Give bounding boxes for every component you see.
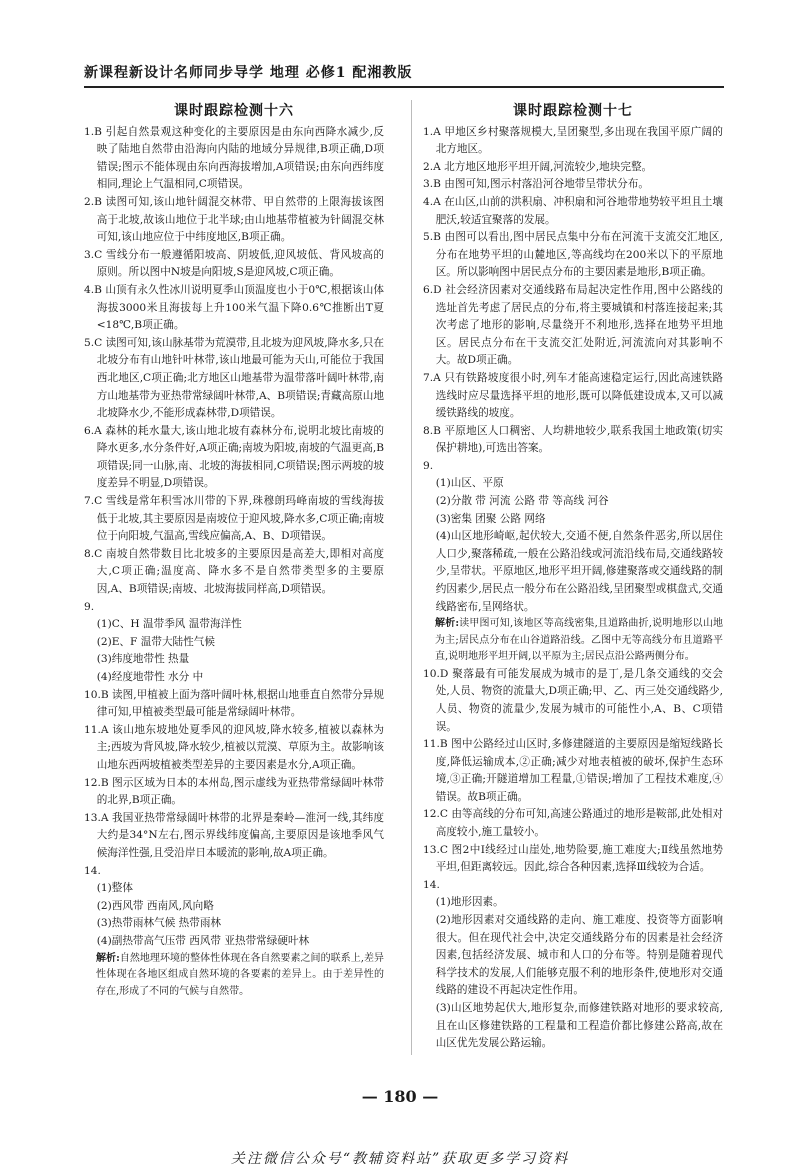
answer-item: 12.C 由等高线的分布可知,高速公路通过的地形是鞍部,此处相对高度较小,施工量较小。 [423, 808, 723, 839]
analysis-text: 自然地理环境的整体性体现在各自然要素之间的联系上,差异性体现在各地区组成自然环境的各要素的差异上。由于差异性的存在,形成了不同的气候与自然带。 [96, 952, 384, 997]
answer-item: 1.B 引起自然景观这种变化的主要原因是由东向西降水减少,反映了陆地自然带由沿海向内陆的地域分异规律,B项正确,D项错误;图示不能体现由东向西海拔增加,A项错误;由东向西纬度相同,理论上气温相同,C项错误。 [84, 125, 384, 191]
sub-answer: (2)地形因素对交通线路的走向、施工难度、投资等方面影响很大。但在现代社会中,决定交通线路分布的因素是社会经济因素,包括经济发展、城市和人口的分布等。特别是随着现代科学技术的发展,人们能够克服不利的地形条件,使地形对交通线路的建设不再起决定性作用。 [435, 914, 723, 997]
answer-item: 5.B 由图可以看出,图中居民点集中分布在河流干支流交汇地区,分布在地势平坦的山麓地区,等高线均在200米以下的平原地区。所以影响图中居民点分布的主要因素是地形,B项正确。 [423, 231, 723, 279]
sub-answer: (1)C、H 温带季风 温带海洋性 [96, 618, 242, 631]
sub-answer: (1)地形因素。 [435, 896, 504, 909]
sub-answer: (2)分散 带 河流 公路 带 等高线 河谷 [435, 495, 609, 508]
sub-answer: (3)纬度地带性 热量 [96, 653, 190, 666]
answer-item: 11.B 图中公路经过山区时,多修建隧道的主要原因是缩短线路长度,降低运输成本,②正确;减少对地表植被的破坏,保护生态环境,③正确;开隧道增加工程量,①错误;增加了工程技术难度,④错误。故B项正确。 [423, 738, 723, 803]
answer-item: 11.A 该山地东坡地处夏季风的迎风坡,降水较多,植被以森林为主;西坡为背风坡,降水较少,植被以荒漠、草原为主。故影响该山地东西两坡植被类型差异的主要因素是水分,A项正确。 [84, 723, 384, 771]
answer-item: 2.A 北方地区地形平坦开阔,河流较少,地块完整。 [423, 160, 653, 173]
answer-item: 8.C 南坡自然带数目比北坡多的主要原因是高差大,即相对高度大,C项正确;温度高、降水多不是自然带类型多的主要原因,A、B项错误;南坡、北坡海拔同样高,D项错误。 [84, 547, 384, 596]
answer-item-number: 9. [423, 459, 434, 472]
header-rule [84, 86, 724, 88]
analysis-label: 解析: [435, 618, 460, 630]
answer-item-number: 14. [423, 878, 440, 891]
answer-item: 6.A 森林的耗水量大,该山地北坡有森林分布,说明北坡比南坡的降水更多,水分条件好,A项正确;南坡为阳坡,南坡的气温更高,B项错误;同一山脉,南、北坡的海拔相同,C项错误;图示两坡的坡度差异不明显,D项错误。 [84, 424, 384, 490]
sub-answer: (2)西风带 西南风,风向略 [96, 899, 214, 912]
sub-answer: (3)山区地势起伏大,地形复杂,而修建铁路对地形的要求较高,且在山区修建铁路的工程量和工程造价都比修建公路高,故在山区优先发展公路运输。 [435, 1002, 723, 1050]
answer-item: 2.B 读图可知,该山地针阔混交林带、甲自然带的上限海拔该图高于北坡,故该山地位于北半球;由山地基带植被为针阔混交林可知,该山地应位于中纬度地区,B项正确。 [84, 195, 384, 244]
answer-item: 10.B 读图,甲植被上面为落叶阔叶林,根据山地垂直自然带分异规律可知,甲植被类型最可能是常绿阔叶林带。 [84, 688, 384, 719]
right-column-title: 课时跟踪检测十七 [513, 103, 633, 119]
sub-answer: (4)经度地带性 水分 中 [96, 671, 204, 683]
sub-answer: (3)热带雨林气候 热带雨林 [96, 917, 222, 930]
answer-item: 3.C 雪线分布一般遵循阳坡高、阴坡低,迎风坡低、背风坡高的原则。所以图中N坡是向阳坡,S是迎风坡,C项正确。 [84, 248, 384, 279]
left-column-title: 课时跟踪检测十六 [174, 103, 294, 119]
answer-item: 13.C 图2中Ⅰ线经过山崖处,地势险要,施工难度大;Ⅱ线虽然地势平坦,但距离较远。因此,综合各种因素,选择Ⅲ线较为合适。 [423, 843, 723, 874]
column-divider [411, 100, 412, 1055]
sub-answer: (4)副热带高气压带 西风带 亚热带常绿硬叶林 [96, 934, 310, 947]
answer-item: 12.B 图示区域为日本的本州岛,图示虚线为亚热带常绿阔叶林带的北界,B项正确。 [84, 776, 384, 807]
answer-item: 5.C 读图可知,该山脉基带为荒漠带,且北坡为迎风坡,降水多,只在北坡分布有山地针叶林带,该山地最可能为天山,可能位于我国西北地区,C项正确;北方地区山地基带为温带落叶阔叶林带,南方山地基带为亚热带常绿阔叶林带,A、B项错误;青藏高原山地北坡降水少,不能形成森林带,D项错误。 [84, 336, 384, 420]
answer-item: 6.D 社会经济因素对交通线路布局起决定性作用,图中公路线的选址首先考虑了居民点的分布,将主要城镇和村落连接起来;其次考虑了地形的影响,尽量绕开不利地形,选择在地势平坦地区。居民点分布在干支流交汇处附近,河流流向对其影响不大。故D项正确。 [423, 283, 723, 367]
answer-item: 13.A 我国亚热带常绿阔叶林带的北界是秦岭—淮河一线,其纬度大约是34°N左右,图示界线纬度偏高,主要原因是该地季风气候海洋性强,且受沿岸日本暖流的影响,故A项正确。 [84, 811, 384, 859]
analysis-label: 解析: [96, 952, 120, 964]
answer-item-number: 9. [84, 600, 95, 613]
answer-item: 4.B 山顶有永久性冰川说明夏季山顶温度也小于0℃,根据该山体海拔3000米且海拔每上升100米气温下降0.6℃推断出T夏<18℃,B项正确。 [84, 283, 384, 332]
sub-answer: (2)E、F 温带大陆性气候 [96, 635, 215, 648]
answer-item: 3.B 由图可知,图示村落沿河谷地带呈带状分布。 [423, 178, 649, 191]
answer-item: 7.A 只有铁路坡度很小时,列车才能高速稳定运行,因此高速铁路选线时应尽量选择平坦的地形,既可以降低建设成本,又可以减缓铁路线的坡度。 [423, 371, 723, 420]
analysis-note [84, 951, 384, 1001]
answer-item: 7.C 雪线是常年积雪冰川带的下界,珠穆朗玛峰南坡的雪线海拔低于北坡,其主要原因是南坡位于迎风坡,降水多,C项正确;南坡位于向阳坡,气温高,雪线应偏高,A、B、D项错误。 [84, 495, 384, 543]
analysis-text: 读甲图可知,该地区等高线密集,且道路曲折,说明地形以山地为主;居民点分布在山谷道路沿线。乙图中无等高线分布且道路平直,说明地形平坦开阔,以平原为主;居民点沿公路两侧分布。 [435, 618, 723, 663]
sub-answer: (1)山区、平原 [435, 477, 504, 490]
answer-item-number: 14. [84, 864, 101, 877]
answer-item: 10.D 聚落最有可能发展成为城市的是丁,是几条交通线的交会处,人员、物资的流量大,D项正确;甲、乙、丙三处交通线路少,人员、物资的流量少,发展为城市的可能性小,A、B、C项错误。 [423, 667, 723, 733]
footer-note: 关注微信公众号“教辅资料站”获取更多学习资料 [230, 1151, 570, 1167]
right-column [423, 103, 723, 1053]
answer-item: 4.A 在山区,山前的洪积扇、冲积扇和河谷地带地势较平坦且土壤肥沃,较适宜聚落的发展。 [423, 195, 723, 226]
sub-answer: (4)山区地形崎岖,起伏较大,交通不便,自然条件恶劣,所以居住人口少,聚落稀疏,一般在公路沿线或河流沿线布局,交通线路较少,呈带状。平原地区,地形平坦开阔,修建聚落或交通线路的制约因素少,居民点一般分布在公路沿线,呈团聚型或棋盘式,交通线路密布,呈网络状。 [435, 530, 723, 613]
running-header: 新课程新设计名师同步导学 地理 必修1 配湘教版 [84, 65, 413, 81]
answer-item: 1.A 甲地区乡村聚落规模大,呈团聚型,多出现在我国平原广阔的北方地区。 [423, 125, 723, 156]
analysis-note [423, 616, 723, 666]
page-number: — 180 — [361, 1087, 439, 1106]
left-column [84, 103, 384, 1000]
answer-item: 8.B 平原地区人口稠密、人均耕地较少,联系我国土地政策(切实保护耕地),可选出答案。 [423, 424, 723, 455]
sub-answer: (3)密集 团聚 公路 网络 [435, 512, 546, 525]
sub-answer: (1)整体 [96, 882, 133, 895]
